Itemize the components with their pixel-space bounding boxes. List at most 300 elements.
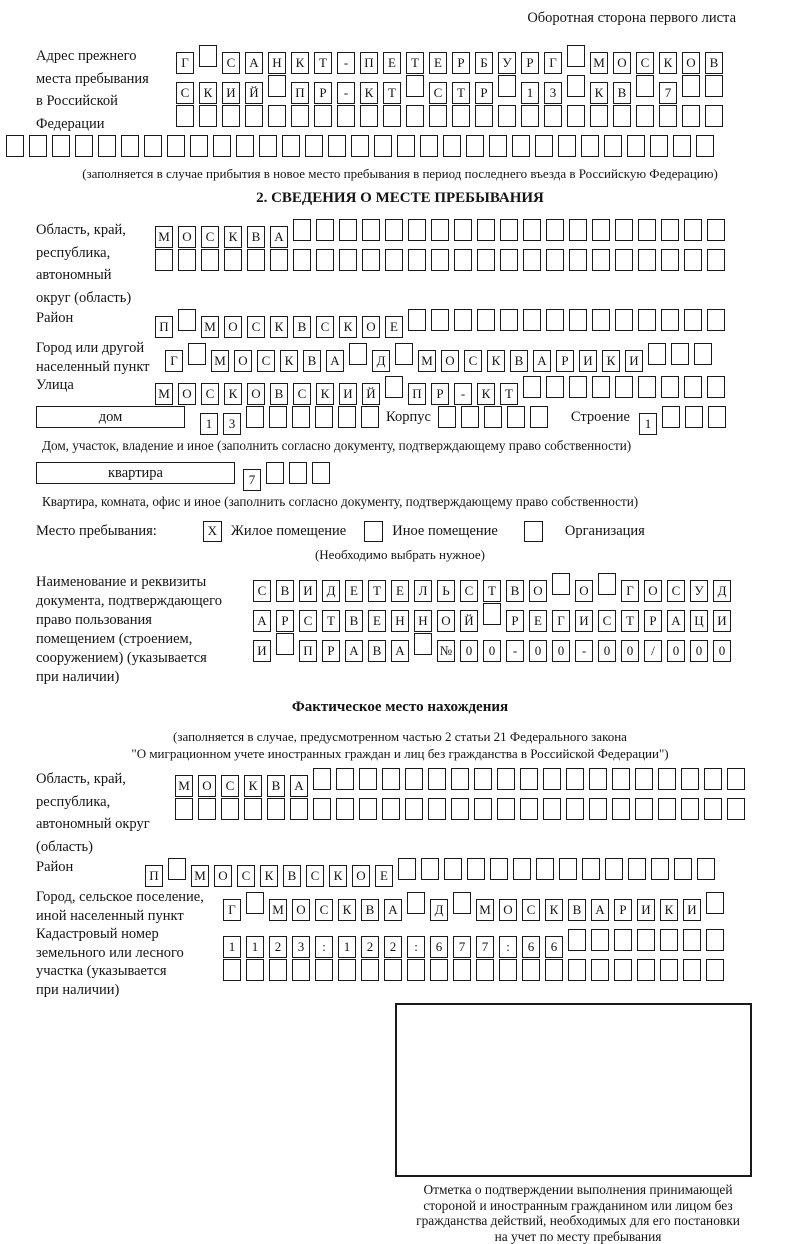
char-cell (567, 75, 585, 97)
char-cell: К (316, 383, 334, 405)
char-cell (266, 462, 284, 484)
char-cell (523, 376, 541, 398)
char-cell: Д (372, 350, 390, 372)
char-cell (270, 249, 288, 271)
char-cell: Р (314, 82, 332, 104)
char-cell: Б (475, 52, 493, 74)
char-cell (704, 768, 722, 790)
char-cell (430, 959, 448, 981)
char-cell: В (705, 52, 723, 74)
char-cell: В (568, 899, 586, 921)
char-cell (246, 406, 264, 428)
stroenie-label: Строение (570, 409, 630, 425)
char-cell (474, 768, 492, 790)
char-row (223, 929, 729, 952)
char-cell: В (613, 82, 631, 104)
char-cell: 1 (246, 936, 264, 958)
char-cell: 0 (621, 640, 639, 662)
char-row (253, 573, 736, 596)
char-cell (382, 768, 400, 790)
char-cell: Н (414, 610, 432, 632)
char-cell: Р (452, 52, 470, 74)
char-cell: О (178, 383, 196, 405)
street-label: Улица (36, 377, 74, 393)
char-cell (188, 343, 206, 365)
char-cell: А (391, 640, 409, 662)
char-cell (452, 105, 470, 127)
char-cell: С (222, 52, 240, 74)
char-cell (245, 105, 263, 127)
region-cells (155, 219, 730, 279)
char-cell (627, 135, 645, 157)
char-cell: 7 (243, 469, 261, 491)
char-cell (589, 768, 607, 790)
char-cell (546, 376, 564, 398)
char-cell (522, 959, 540, 981)
char-cell (52, 135, 70, 157)
char-cell (269, 406, 287, 428)
char-cell (545, 959, 563, 981)
char-cell: В (283, 865, 301, 887)
char-cell (650, 135, 668, 157)
char-cell: М (155, 226, 173, 248)
char-cell (268, 75, 286, 97)
char-cell: К (224, 383, 242, 405)
char-cell (244, 798, 262, 820)
char-cell (269, 959, 287, 981)
actual-region-label: Область, край, республика, автономный округ (область) (36, 771, 150, 855)
char-cell: Т (406, 52, 424, 74)
char-cell: Д (430, 899, 448, 921)
char-cell: Р (322, 640, 340, 662)
char-cell (592, 309, 610, 331)
char-cell (451, 768, 469, 790)
char-cell (451, 798, 469, 820)
char-cell: М (155, 383, 173, 405)
char-cell (568, 959, 586, 981)
char-cell: В (506, 580, 524, 602)
char-cell: 6 (545, 936, 563, 958)
char-cell (523, 219, 541, 241)
char-cell: Ц (690, 610, 708, 632)
char-cell: В (303, 350, 321, 372)
char-cell (221, 798, 239, 820)
char-cell (454, 309, 472, 331)
char-cell: С (667, 580, 685, 602)
char-cell (6, 135, 24, 157)
char-cell (223, 959, 241, 981)
char-cell (489, 135, 507, 157)
char-cell: К (291, 52, 309, 74)
char-cell (176, 105, 194, 127)
char-cell (349, 343, 367, 365)
char-cell: К (545, 899, 563, 921)
char-cell: С (299, 610, 317, 632)
char-row (145, 858, 720, 881)
char-cell: 2 (384, 936, 402, 958)
char-cell: И (253, 640, 271, 662)
char-cell (292, 406, 310, 428)
char-cell: К (487, 350, 505, 372)
char-row (223, 959, 729, 982)
char-cell (498, 75, 516, 97)
char-cell (569, 219, 587, 241)
char-cell: И (637, 899, 655, 921)
district-block (36, 309, 794, 339)
page-side-note: Оборотная сторона первого листа (527, 10, 736, 26)
char-cell: 0 (598, 640, 616, 662)
char-cell (178, 309, 196, 331)
char-cell (569, 376, 587, 398)
char-cell: П (299, 640, 317, 662)
actual-region-block (36, 768, 794, 858)
char-cell: Р (475, 82, 493, 104)
char-cell: / (644, 640, 662, 662)
char-cell: К (590, 82, 608, 104)
char-cell (637, 959, 655, 981)
char-cell (661, 309, 679, 331)
char-cell: С (316, 316, 334, 338)
char-cell: В (267, 775, 285, 797)
char-cell (190, 135, 208, 157)
char-cell (546, 249, 564, 271)
char-cell (615, 249, 633, 271)
char-cell: С (237, 865, 255, 887)
char-cell (384, 959, 402, 981)
char-cell (382, 798, 400, 820)
char-cell (589, 798, 607, 820)
char-cell: 1 (223, 936, 241, 958)
char-cell (507, 406, 525, 428)
char-cell (660, 929, 678, 951)
char-cell: Р (644, 610, 662, 632)
char-cell (428, 768, 446, 790)
char-cell: Д (322, 580, 340, 602)
char-cell: М (418, 350, 436, 372)
char-cell: Р (506, 610, 524, 632)
char-cell (408, 249, 426, 271)
char-cell: В (368, 640, 386, 662)
city-block (36, 339, 794, 376)
prev-address-cells (176, 45, 728, 135)
char-cell: 3 (544, 82, 562, 104)
char-cell (671, 343, 689, 365)
char-cell: 7 (453, 936, 471, 958)
char-cell: К (329, 865, 347, 887)
char-cell (614, 959, 632, 981)
char-cell (592, 249, 610, 271)
char-cell: И (299, 580, 317, 602)
char-cell (428, 798, 446, 820)
stay-type-label: Место пребывания: (36, 522, 157, 539)
char-cell (500, 309, 518, 331)
char-cell: П (291, 82, 309, 104)
char-cell (316, 219, 334, 241)
char-cell: А (270, 226, 288, 248)
char-row (243, 462, 335, 485)
char-cell (405, 798, 423, 820)
prev-address-block (36, 45, 794, 135)
char-cell: - (575, 640, 593, 662)
char-cell (175, 798, 193, 820)
char-cell (681, 798, 699, 820)
char-cell: П (145, 865, 163, 887)
char-cell (292, 959, 310, 981)
char-cell (421, 858, 439, 880)
char-cell (338, 406, 356, 428)
char-cell: К (339, 316, 357, 338)
char-cell: И (625, 350, 643, 372)
char-cell (598, 573, 616, 595)
char-cell: Е (383, 52, 401, 74)
char-cell (290, 798, 308, 820)
char-cell: 0 (713, 640, 731, 662)
char-row (155, 376, 730, 399)
char-cell: 2 (269, 936, 287, 958)
char-cell: : (499, 936, 517, 958)
char-cell (438, 406, 456, 428)
char-cell (661, 219, 679, 241)
char-cell: Р (556, 350, 574, 372)
cadastre-cells (223, 929, 729, 989)
char-cell (685, 406, 703, 428)
char-cell (498, 105, 516, 127)
char-cell: Т (322, 610, 340, 632)
street-block (36, 376, 794, 406)
char-cell (98, 135, 116, 157)
char-cell (431, 309, 449, 331)
char-cell (567, 45, 585, 67)
char-cell: 3 (292, 936, 310, 958)
char-cell (315, 959, 333, 981)
char-cell (523, 249, 541, 271)
actual-region-cells (175, 768, 750, 828)
char-cell: Е (429, 52, 447, 74)
confirmation-stamp-caption: Отметка о подтверждении выполнения принимающей стороной и иностранным гражданином или лицом без гражданства действий, необходимых для его постановки на учет по месту пребывания (416, 1182, 740, 1244)
char-cell: 1 (338, 936, 356, 958)
char-cell (535, 135, 553, 157)
char-cell (658, 768, 676, 790)
cadastre-block (36, 925, 794, 999)
char-cell (605, 858, 623, 880)
char-cell (29, 135, 47, 157)
char-cell: Г (621, 580, 639, 602)
char-cell: О (529, 580, 547, 602)
char-cell (546, 309, 564, 331)
char-cell (637, 929, 655, 951)
char-cell (638, 309, 656, 331)
actual-city-block (36, 888, 794, 925)
char-cell: К (477, 383, 495, 405)
char-cell (500, 219, 518, 241)
char-cell: А (253, 610, 271, 632)
char-cell (615, 309, 633, 331)
char-cell (75, 135, 93, 157)
char-cell: С (522, 899, 540, 921)
char-cell: К (659, 52, 677, 74)
char-cell: Р (431, 383, 449, 405)
char-cell: А (345, 640, 363, 662)
char-cell: О (247, 383, 265, 405)
char-cell (566, 768, 584, 790)
char-cell: № (437, 640, 455, 662)
char-cell (407, 959, 425, 981)
char-cell: 0 (552, 640, 570, 662)
confirmation-stamp-box (395, 1003, 752, 1177)
char-cell (474, 798, 492, 820)
stay-type-checkbox-other (364, 521, 383, 542)
char-cell: - (454, 383, 472, 405)
char-cell (591, 959, 609, 981)
char-cell: Н (268, 52, 286, 74)
char-cell: 1 (521, 82, 539, 104)
char-cell: А (591, 899, 609, 921)
char-cell: А (384, 899, 402, 921)
char-cell (305, 135, 323, 157)
char-cell (405, 768, 423, 790)
char-cell (167, 135, 185, 157)
char-cell (684, 249, 702, 271)
char-cell (544, 105, 562, 127)
char-cell: : (407, 936, 425, 958)
char-cell: А (533, 350, 551, 372)
char-cell (360, 105, 378, 127)
char-cell (658, 798, 676, 820)
char-cell (477, 219, 495, 241)
char-cell (704, 798, 722, 820)
region-label: Область, край, республика, автономный округ (область) (36, 222, 132, 306)
char-cell (406, 105, 424, 127)
char-cell (497, 768, 515, 790)
char-cell (543, 798, 561, 820)
char-cell (466, 135, 484, 157)
char-row (639, 406, 731, 429)
char-cell (199, 45, 217, 67)
char-cell (638, 249, 656, 271)
char-cell (414, 633, 432, 655)
char-cell: К (280, 350, 298, 372)
char-cell: М (175, 775, 193, 797)
char-cell: К (360, 82, 378, 104)
char-row (253, 633, 736, 656)
char-cell (590, 105, 608, 127)
char-cell: О (224, 316, 242, 338)
char-cell (662, 406, 680, 428)
char-cell (408, 219, 426, 241)
actual-district-block (36, 858, 794, 888)
char-cell (359, 768, 377, 790)
char-cell: С (460, 580, 478, 602)
prev-address-note: (заполняется в случае прибытия в новое место пребывания в период последнего въезда в Российскую Федерацию) (82, 166, 718, 181)
house-name-box: дом (36, 406, 185, 428)
char-row (438, 406, 553, 429)
char-cell: 2 (361, 936, 379, 958)
char-cell (706, 892, 724, 914)
actual-district-label: Район (36, 859, 74, 875)
stay-type-row (36, 518, 794, 544)
char-cell (291, 105, 309, 127)
char-row (200, 406, 384, 429)
char-cell (236, 135, 254, 157)
char-cell (706, 929, 724, 951)
char-cell (660, 959, 678, 981)
char-cell (568, 929, 586, 951)
house-row (36, 406, 794, 436)
char-cell: 7 (476, 936, 494, 958)
char-cell (178, 249, 196, 271)
char-cell (707, 309, 725, 331)
char-cell: С (257, 350, 275, 372)
char-cell (673, 135, 691, 157)
char-cell: Г (544, 52, 562, 74)
char-cell (476, 959, 494, 981)
char-cell (454, 219, 472, 241)
char-cell: К (602, 350, 620, 372)
char-cell: С (315, 899, 333, 921)
char-cell: К (224, 226, 242, 248)
char-cell (316, 249, 334, 271)
char-cell (512, 135, 530, 157)
char-cell: К (260, 865, 278, 887)
char-cell (694, 343, 712, 365)
char-cell (536, 858, 554, 880)
char-cell: В (293, 316, 311, 338)
char-cell: К (660, 899, 678, 921)
char-cell: 3 (223, 413, 241, 435)
char-cell: Й (460, 610, 478, 632)
char-cell: П (408, 383, 426, 405)
char-cell (706, 959, 724, 981)
char-cell (661, 249, 679, 271)
char-cell (351, 135, 369, 157)
char-cell (431, 219, 449, 241)
char-cell: 1 (639, 413, 657, 435)
char-cell (385, 376, 403, 398)
char-row (176, 45, 728, 68)
char-cell (398, 858, 416, 880)
char-cell: И (579, 350, 597, 372)
char-cell (592, 219, 610, 241)
prev-address-label: Адрес прежнего места пребывания в Российской Федерации (36, 48, 149, 132)
char-cell (313, 768, 331, 790)
char-cell: С (201, 226, 219, 248)
char-cell (336, 798, 354, 820)
char-cell: Е (345, 580, 363, 602)
prev-address-extra-row (6, 135, 794, 165)
document-block (36, 573, 794, 687)
char-cell: И (222, 82, 240, 104)
char-cell (282, 135, 300, 157)
char-cell: К (244, 775, 262, 797)
char-cell (467, 858, 485, 880)
char-cell: С (293, 383, 311, 405)
char-cell (635, 768, 653, 790)
char-cell: 0 (460, 640, 478, 662)
char-cell (684, 376, 702, 398)
char-cell: Н (391, 610, 409, 632)
char-cell (198, 798, 216, 820)
house-caption: Дом, участок, владение и иное (заполнить согласно документу, подтверждающему право собственности) (42, 438, 632, 453)
char-cell (569, 249, 587, 271)
char-cell (523, 309, 541, 331)
city-label: Город или другой населенный пункт (36, 340, 150, 375)
char-cell (201, 249, 219, 271)
char-cell (144, 135, 162, 157)
char-cell (213, 135, 231, 157)
char-cell (674, 858, 692, 880)
cadastre-label: Кадастровый номер земельного или лесного участка (указывается при наличии) (36, 926, 184, 998)
char-cell: О (682, 52, 700, 74)
